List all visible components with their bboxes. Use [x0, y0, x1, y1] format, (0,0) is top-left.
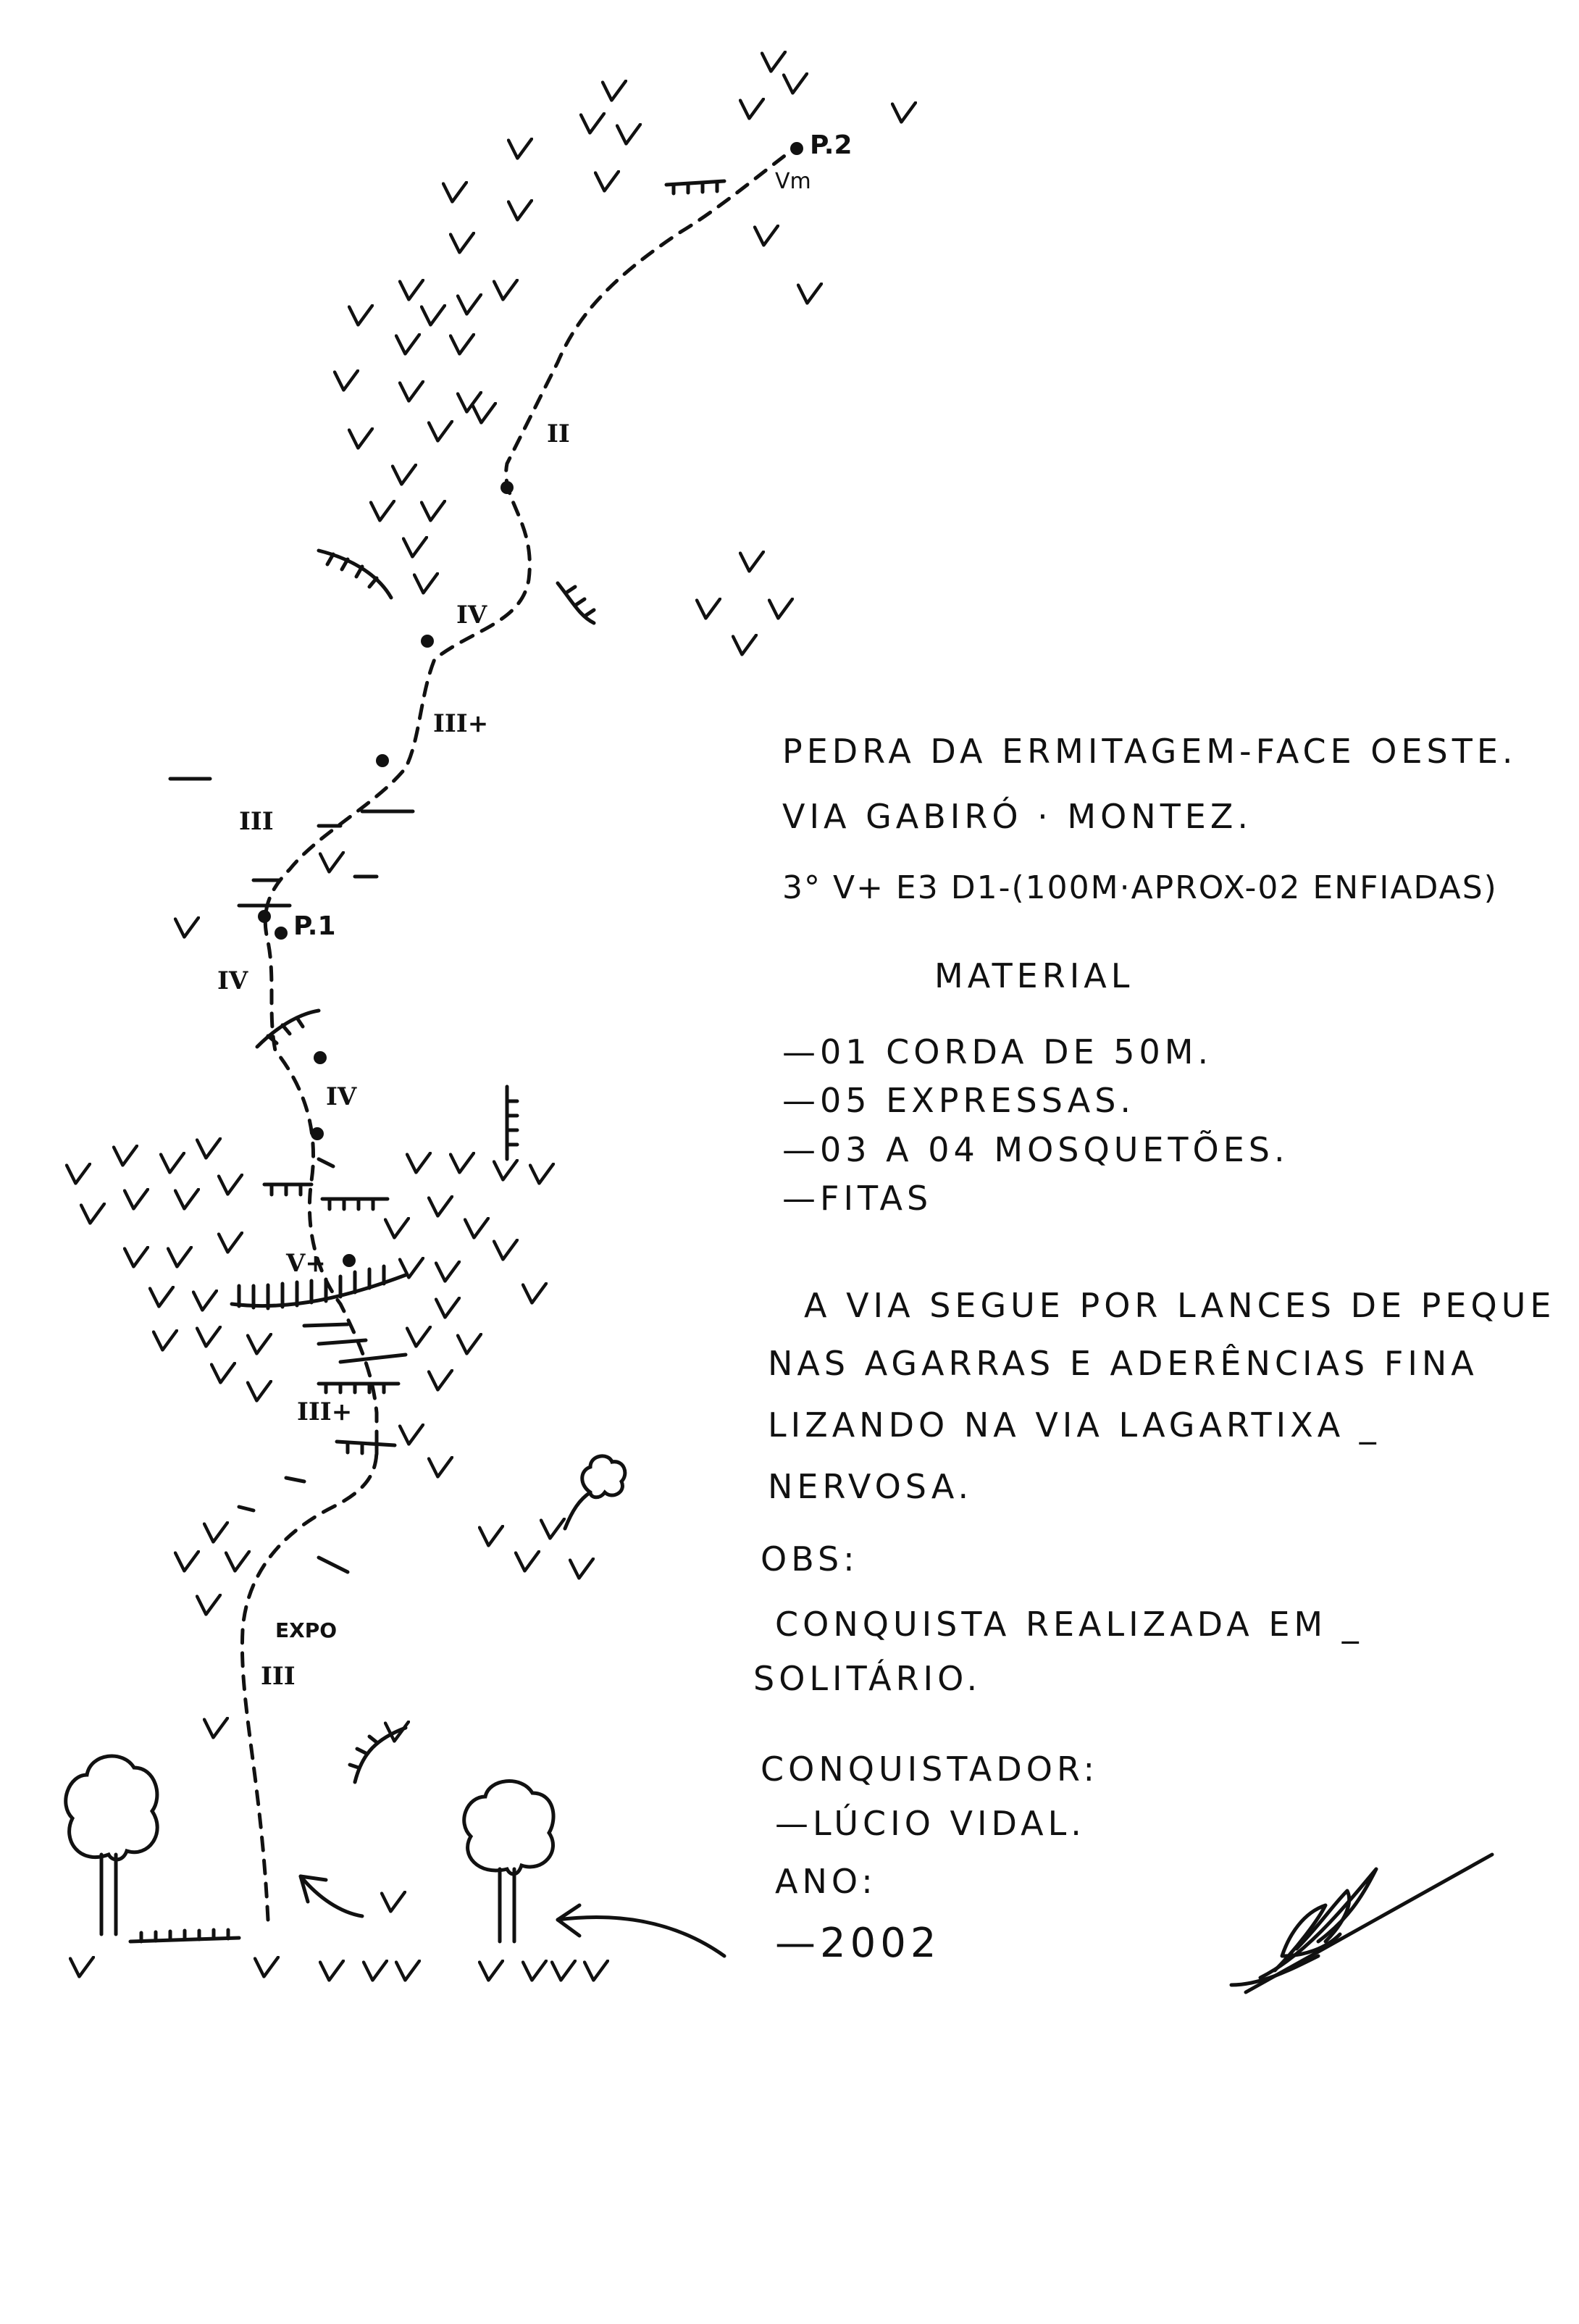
grade-label-iii-plus-low: III+	[297, 1397, 353, 1426]
description-line: NAS AGARRAS E ADERÊNCIAS FINA	[768, 1344, 1478, 1383]
bolt	[275, 927, 288, 940]
obs-heading: OBS:	[761, 1539, 859, 1579]
belay-1-label: P.1	[293, 911, 336, 941]
overhang-mark	[257, 1011, 319, 1047]
rock-features	[130, 181, 724, 1941]
topo-labels	[217, 130, 853, 1691]
description-line: A VIA SEGUE POR LANCES DE PEQUE	[804, 1286, 1556, 1325]
route-name-text: VIA GABIRÓ · MONTEZ.	[782, 797, 1252, 836]
bolt	[421, 635, 434, 648]
bolt	[500, 481, 514, 494]
material-item: —01 CORDA DE 50M.	[782, 1032, 1213, 1071]
grade-label-vplus: V+	[286, 1249, 326, 1278]
vm-label: Vm	[775, 169, 811, 194]
grade-label-iv-left: IV	[217, 966, 248, 995]
grade-line-text: 3° V+ E3 D1-(100M·APROX-02 ENFIADAS)	[782, 869, 1498, 906]
tree-icons	[66, 1456, 625, 1941]
grade-label-iii-low: III	[261, 1662, 296, 1691]
obs-line: CONQUISTA REALIZADA EM _	[775, 1605, 1363, 1644]
bolt	[790, 142, 803, 155]
bolt	[258, 910, 271, 923]
small-bush-icon	[565, 1456, 625, 1529]
grade-label-iii-plus-top: III+	[433, 709, 489, 738]
conquistador-name: —LÚCIO VIDAL.	[775, 1804, 1086, 1843]
material-item: —03 A 04 MOSQUETÕES.	[782, 1130, 1289, 1169]
description-line: LIZANDO NA VIA LAGARTIXA _	[768, 1405, 1381, 1445]
title-text: PEDRA DA ERMITAGEM-FACE OESTE.	[782, 732, 1517, 771]
tree-icon	[66, 1756, 157, 1934]
tree-icon	[464, 1781, 553, 1941]
ledge-mark	[264, 1184, 388, 1199]
bolt	[311, 1127, 324, 1140]
grade-label-ii: II	[547, 419, 570, 448]
conquistador-heading: CONQUISTADOR:	[761, 1750, 1100, 1789]
material-item: —FITAS	[782, 1179, 933, 1218]
obs-line: SOLITÁRIO.	[753, 1659, 982, 1698]
material-item: —05 EXPRESSAS.	[782, 1081, 1136, 1120]
roof-mark	[232, 1275, 406, 1306]
bolt	[314, 1051, 327, 1064]
route-line	[242, 152, 790, 1920]
belay-2-label: P.2	[810, 130, 853, 160]
bolt	[376, 754, 389, 767]
ano-heading: ANO:	[775, 1862, 877, 1901]
description-line: NERVOSA.	[768, 1467, 973, 1506]
grade-label-iii-mid: III	[239, 807, 274, 836]
grade-label-iv-mid: IV	[326, 1082, 357, 1111]
approach-arrow	[301, 1876, 362, 1916]
approach-arrow	[558, 1918, 724, 1956]
bolt	[343, 1254, 356, 1267]
ano-value: —2002	[775, 1920, 941, 1967]
grade-label-iv-top: IV	[456, 601, 487, 630]
material-heading: MATERIAL	[934, 956, 1134, 995]
expo-label: EXPO	[275, 1618, 338, 1642]
signature	[1231, 1855, 1492, 1992]
